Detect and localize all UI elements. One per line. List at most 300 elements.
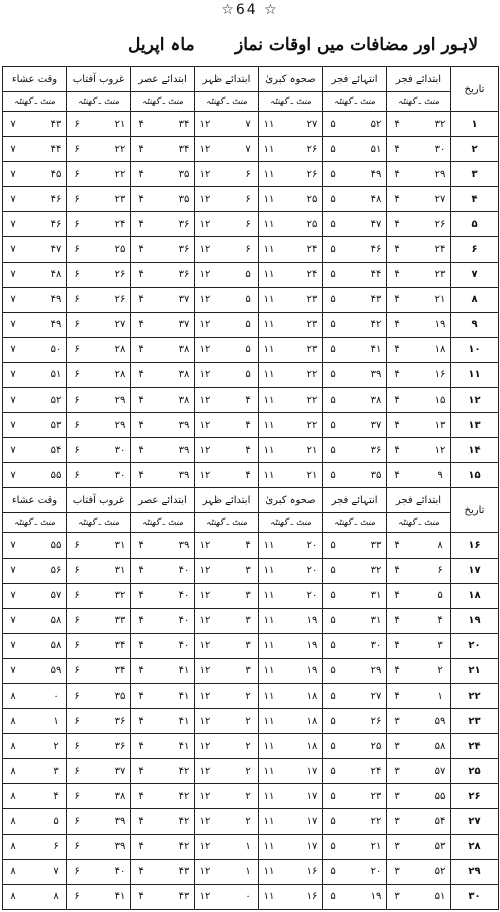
hour-value: ۷: [10, 394, 16, 406]
minute-value: ۲۱: [306, 469, 318, 481]
minute-value: ۴۷: [50, 244, 62, 256]
minute-value: ۴۰: [178, 565, 190, 577]
time-cell: [67, 187, 131, 212]
time-cell: [387, 438, 451, 463]
time-cell: [3, 388, 67, 413]
minute-value: ۳۹: [114, 815, 126, 827]
minute-value: ۲: [245, 815, 251, 827]
hour-value: ۶: [74, 444, 80, 456]
hour-value: ۱۱: [263, 469, 275, 481]
table-row: [3, 112, 499, 137]
minute-value: ۵۵: [50, 539, 62, 551]
hour-value: ۴: [394, 665, 400, 677]
minute-value: ۳: [53, 765, 59, 777]
time-cell: [387, 287, 451, 312]
unit-label: منٹ ـ گھنٹہ: [195, 92, 259, 112]
minute-value: ۳۴: [178, 118, 190, 130]
time-cell: [259, 237, 323, 262]
time-cell: [195, 759, 259, 784]
column-header: وقت عشاء: [3, 67, 67, 92]
minute-value: ۳۰: [114, 444, 126, 456]
time-cell: [259, 884, 323, 909]
time-cell: [67, 583, 131, 608]
time-cell: [195, 237, 259, 262]
time-cell: [259, 759, 323, 784]
time-cell: [3, 834, 67, 859]
hour-value: ۱۲: [199, 369, 211, 381]
minute-value: ۳۵: [178, 193, 190, 205]
time-cell: [259, 388, 323, 413]
minute-value: ۴: [245, 394, 251, 406]
time-cell: [67, 212, 131, 237]
date-cell: ۱۸: [451, 583, 499, 608]
hour-value: ۶: [74, 319, 80, 331]
time-cell: [131, 709, 195, 734]
hour-value: ۶: [74, 665, 80, 677]
hour-value: ۱۱: [263, 841, 275, 853]
unit-row: [3, 513, 499, 533]
hour-value: ۴: [394, 469, 400, 481]
minute-value: ۴: [245, 539, 251, 551]
time-cell: [131, 463, 195, 488]
hour-value: ۶: [74, 193, 80, 205]
hour-value: ۶: [74, 565, 80, 577]
minute-value: ۰: [245, 891, 251, 903]
minute-value: ۳۱: [114, 539, 126, 551]
time-cell: [3, 784, 67, 809]
hour-value: ۱۱: [263, 269, 275, 281]
hour-value: ۴: [394, 419, 400, 431]
time-cell: [195, 608, 259, 633]
hour-value: ۷: [10, 444, 16, 456]
hour-value: ۱۱: [263, 740, 275, 752]
minute-value: ۳۸: [178, 369, 190, 381]
hour-value: ۱۲: [199, 615, 211, 627]
minute-value: ۲۶: [306, 168, 318, 180]
minute-value: ۲۰: [306, 539, 318, 551]
time-cell: [259, 212, 323, 237]
minute-value: ۲۶: [114, 269, 126, 281]
hour-value: ۵: [330, 690, 336, 702]
time-cell: [323, 558, 387, 583]
hour-value: ۱۱: [263, 444, 275, 456]
table-row: [3, 558, 499, 583]
minute-value: ۳۱: [114, 565, 126, 577]
minute-value: ۴۷: [370, 218, 382, 230]
minute-value: ۲۷: [370, 690, 382, 702]
minute-value: ۴: [245, 444, 251, 456]
minute-value: ۲۱: [114, 118, 126, 130]
time-cell: [387, 809, 451, 834]
minute-value: ۴۲: [370, 319, 382, 331]
hour-value: ۳: [394, 715, 400, 727]
date-cell: ۷: [451, 262, 499, 287]
hour-value: ۱۱: [263, 344, 275, 356]
minute-value: ۳۷: [370, 419, 382, 431]
time-cell: [3, 533, 67, 558]
hour-value: ۶: [74, 891, 80, 903]
time-cell: [3, 759, 67, 784]
table-row: [3, 709, 499, 734]
hour-value: ۱۲: [199, 168, 211, 180]
minute-value: ۳۹: [178, 419, 190, 431]
minute-value: ۳۹: [370, 369, 382, 381]
time-cell: [67, 237, 131, 262]
time-cell: [323, 388, 387, 413]
time-cell: [195, 212, 259, 237]
minute-value: ۳۵: [114, 690, 126, 702]
hour-value: ۱۱: [263, 665, 275, 677]
unit-label: منٹ ـ گھنٹہ: [387, 92, 451, 112]
minute-value: ۲۶: [306, 143, 318, 155]
minute-value: ۳۹: [178, 469, 190, 481]
date-cell: ۱۵: [451, 463, 499, 488]
minute-value: ۵: [53, 815, 59, 827]
time-cell: [195, 633, 259, 658]
hour-value: ۴: [138, 815, 144, 827]
minute-value: ۱۶: [306, 866, 318, 878]
date-cell: ۲۱: [451, 658, 499, 683]
header-row: [3, 488, 499, 513]
hour-value: ۵: [330, 244, 336, 256]
time-cell: [131, 809, 195, 834]
table-row: [3, 608, 499, 633]
minute-value: ۲: [245, 715, 251, 727]
page-number: ☆64 ☆: [221, 2, 279, 18]
hour-value: ۶: [74, 118, 80, 130]
time-cell: [323, 463, 387, 488]
minute-value: ۵۲: [370, 118, 382, 130]
time-cell: [195, 834, 259, 859]
minute-value: ۵۳: [50, 419, 62, 431]
minute-value: ۳۶: [178, 244, 190, 256]
minute-value: ۲: [245, 740, 251, 752]
time-cell: [195, 287, 259, 312]
column-header: انتہائے فجر: [323, 488, 387, 513]
time-cell: [3, 859, 67, 884]
hour-value: ۱۱: [263, 891, 275, 903]
hour-value: ۵: [330, 765, 336, 777]
time-cell: [323, 112, 387, 137]
minute-value: ۲۲: [114, 143, 126, 155]
table-row: [3, 884, 499, 909]
time-cell: [67, 337, 131, 362]
hour-value: ۴: [138, 565, 144, 577]
minute-value: ۵۹: [50, 665, 62, 677]
time-cell: [195, 734, 259, 759]
minute-value: ۴۰: [178, 590, 190, 602]
time-cell: [387, 784, 451, 809]
hour-value: ۸: [10, 740, 16, 752]
minute-value: ۲۳: [306, 294, 318, 306]
date-cell: ۲۴: [451, 734, 499, 759]
time-cell: [323, 734, 387, 759]
time-cell: [195, 337, 259, 362]
time-cell: [195, 784, 259, 809]
minute-value: ۳۷: [178, 294, 190, 306]
hour-value: ۳: [394, 841, 400, 853]
hour-value: ۱۲: [199, 590, 211, 602]
hour-value: ۵: [330, 815, 336, 827]
hour-value: ۴: [394, 143, 400, 155]
time-cell: [195, 683, 259, 708]
minute-value: ۶: [245, 218, 251, 230]
time-cell: [323, 137, 387, 162]
time-cell: [259, 809, 323, 834]
time-cell: [67, 658, 131, 683]
unit-label: منٹ ـ گھنٹہ: [131, 513, 195, 533]
time-cell: [131, 608, 195, 633]
time-cell: [3, 608, 67, 633]
date-cell: ۳: [451, 162, 499, 187]
time-cell: [259, 859, 323, 884]
time-cell: [67, 162, 131, 187]
hour-value: ۴: [394, 565, 400, 577]
column-header: ابتدائے عصر: [131, 488, 195, 513]
minute-value: ۵۲: [50, 394, 62, 406]
column-header: غروب آفتاب: [67, 488, 131, 513]
minute-value: ۲۸: [114, 344, 126, 356]
time-cell: [3, 337, 67, 362]
time-cell: [195, 362, 259, 387]
time-cell: [259, 533, 323, 558]
hour-value: ۶: [74, 344, 80, 356]
hour-value: ۱۲: [199, 790, 211, 802]
hour-value: ۵: [330, 344, 336, 356]
minute-value: ۲۴: [306, 269, 318, 281]
time-cell: [323, 884, 387, 909]
hour-value: ۴: [394, 690, 400, 702]
minute-value: ۴۳: [178, 891, 190, 903]
minute-value: ۴۲: [178, 765, 190, 777]
hour-value: ۱۱: [263, 615, 275, 627]
time-cell: [195, 583, 259, 608]
minute-value: ۱۹: [306, 640, 318, 652]
minute-value: ۲۹: [370, 665, 382, 677]
table-row: [3, 362, 499, 387]
date-cell: ۱۲: [451, 388, 499, 413]
hour-value: ۳: [394, 740, 400, 752]
minute-value: ۲۵: [306, 193, 318, 205]
date-cell: ۱۶: [451, 533, 499, 558]
hour-value: ۷: [10, 244, 16, 256]
hour-value: ۴: [138, 866, 144, 878]
hour-value: ۵: [330, 539, 336, 551]
minute-value: ۲: [245, 690, 251, 702]
time-cell: [195, 533, 259, 558]
minute-value: ۲۰: [306, 565, 318, 577]
minute-value: ۲۲: [306, 394, 318, 406]
hour-value: ۴: [138, 765, 144, 777]
time-cell: [131, 137, 195, 162]
hour-value: ۱۲: [199, 344, 211, 356]
hour-value: ۶: [74, 269, 80, 281]
hour-value: ۶: [74, 369, 80, 381]
hour-value: ۱۲: [199, 118, 211, 130]
time-cell: [259, 658, 323, 683]
minute-value: ۵۸: [50, 615, 62, 627]
time-cell: [195, 859, 259, 884]
unit-label: منٹ ـ گھنٹہ: [3, 92, 67, 112]
minute-value: ۲۱: [306, 444, 318, 456]
time-cell: [195, 187, 259, 212]
minute-value: ۳۸: [370, 394, 382, 406]
hour-value: ۷: [10, 344, 16, 356]
minute-value: ۴۹: [50, 319, 62, 331]
hour-value: ۱۲: [199, 244, 211, 256]
hour-value: ۱۲: [199, 319, 211, 331]
hour-value: ۷: [10, 590, 16, 602]
time-cell: [195, 413, 259, 438]
hour-value: ۴: [138, 118, 144, 130]
minute-value: ۱۸: [434, 344, 446, 356]
hour-value: ۱۲: [199, 740, 211, 752]
hour-value: ۳: [394, 866, 400, 878]
time-cell: [131, 337, 195, 362]
hour-value: ۴: [394, 168, 400, 180]
table-row: [3, 137, 499, 162]
minute-value: ۲۶: [114, 294, 126, 306]
hour-value: ۱۲: [199, 294, 211, 306]
minute-value: ۸: [437, 539, 443, 551]
time-cell: [259, 438, 323, 463]
minute-value: ۲۶: [434, 218, 446, 230]
hour-value: ۱۱: [263, 218, 275, 230]
time-cell: [67, 413, 131, 438]
column-header: تاریخ: [451, 488, 499, 533]
hour-value: ۳: [394, 790, 400, 802]
minute-value: ۴۶: [50, 193, 62, 205]
minute-value: ۴۰: [178, 615, 190, 627]
minute-value: ۳۹: [114, 841, 126, 853]
minute-value: ۴۱: [370, 344, 382, 356]
minute-value: ۴۲: [178, 841, 190, 853]
minute-value: ۵۱: [370, 143, 382, 155]
minute-value: ۳۶: [178, 269, 190, 281]
time-cell: [387, 337, 451, 362]
minute-value: ۳۱: [370, 590, 382, 602]
table-row: [3, 162, 499, 187]
time-cell: [387, 884, 451, 909]
time-cell: [67, 859, 131, 884]
hour-value: ۴: [138, 715, 144, 727]
time-cell: [131, 187, 195, 212]
hour-value: ۷: [10, 294, 16, 306]
time-cell: [323, 162, 387, 187]
hour-value: ۷: [10, 565, 16, 577]
minute-value: ۳۰: [114, 469, 126, 481]
hour-value: ۱۱: [263, 294, 275, 306]
hour-value: ۶: [74, 841, 80, 853]
time-cell: [323, 312, 387, 337]
hour-value: ۱۲: [199, 419, 211, 431]
time-cell: [195, 438, 259, 463]
hour-value: ۷: [10, 118, 16, 130]
hour-value: ۴: [138, 369, 144, 381]
minute-value: ۰: [53, 690, 59, 702]
hour-value: ۷: [10, 615, 16, 627]
minute-value: ۲۵: [306, 218, 318, 230]
hour-value: ۵: [330, 740, 336, 752]
hour-value: ۴: [138, 590, 144, 602]
time-cell: [195, 463, 259, 488]
hour-value: ۸: [10, 790, 16, 802]
hour-value: ۱۲: [199, 143, 211, 155]
minute-value: ۳۲: [370, 565, 382, 577]
hour-value: ۴: [138, 344, 144, 356]
table-row: [3, 809, 499, 834]
date-cell: ۲۰: [451, 633, 499, 658]
time-cell: [67, 137, 131, 162]
minute-value: ۳۲: [114, 590, 126, 602]
hour-value: ۴: [394, 193, 400, 205]
table-row: [3, 262, 499, 287]
minute-value: ۶: [245, 244, 251, 256]
time-cell: [259, 262, 323, 287]
hour-value: ۶: [74, 419, 80, 431]
table-row: [3, 413, 499, 438]
minute-value: ۶: [245, 168, 251, 180]
hour-value: ۶: [74, 866, 80, 878]
minute-value: ۱۹: [370, 891, 382, 903]
hour-value: ۶: [74, 815, 80, 827]
minute-value: ۲۱: [434, 294, 446, 306]
unit-label: منٹ ـ گھنٹہ: [387, 513, 451, 533]
hour-value: ۱۱: [263, 319, 275, 331]
table-row: [3, 633, 499, 658]
hour-value: ۵: [330, 715, 336, 727]
time-cell: [259, 709, 323, 734]
hour-value: ۷: [10, 469, 16, 481]
minute-value: ۳۸: [178, 344, 190, 356]
date-cell: ۲۲: [451, 683, 499, 708]
hour-value: ۵: [330, 394, 336, 406]
minute-value: ۴۹: [370, 168, 382, 180]
minute-value: ۱: [437, 690, 443, 702]
minute-value: ۴۱: [178, 665, 190, 677]
hour-value: ۷: [10, 640, 16, 652]
time-cell: [131, 262, 195, 287]
date-cell: ۱۱: [451, 362, 499, 387]
time-cell: [131, 112, 195, 137]
minute-value: ۳۶: [178, 218, 190, 230]
minute-value: ۱: [53, 715, 59, 727]
minute-value: ۲: [245, 790, 251, 802]
minute-value: ۵۵: [50, 469, 62, 481]
minute-value: ۵۹: [434, 715, 446, 727]
time-cell: [131, 212, 195, 237]
time-cell: [387, 187, 451, 212]
hour-value: ۵: [330, 294, 336, 306]
date-cell: ۵: [451, 212, 499, 237]
minute-value: ۱۸: [306, 715, 318, 727]
hour-value: ۶: [74, 294, 80, 306]
minute-value: ۴: [437, 615, 443, 627]
time-cell: [323, 784, 387, 809]
unit-label: منٹ ـ گھنٹہ: [259, 513, 323, 533]
minute-value: ۴: [245, 469, 251, 481]
minute-value: ۴۵: [50, 168, 62, 180]
hour-value: ۵: [330, 193, 336, 205]
time-cell: [387, 859, 451, 884]
time-cell: [131, 658, 195, 683]
time-cell: [131, 734, 195, 759]
minute-value: ۳۰: [434, 143, 446, 155]
minute-value: ۲۵: [114, 244, 126, 256]
hour-value: ۷: [10, 269, 16, 281]
minute-value: ۳۲: [434, 118, 446, 130]
hour-value: ۴: [138, 269, 144, 281]
